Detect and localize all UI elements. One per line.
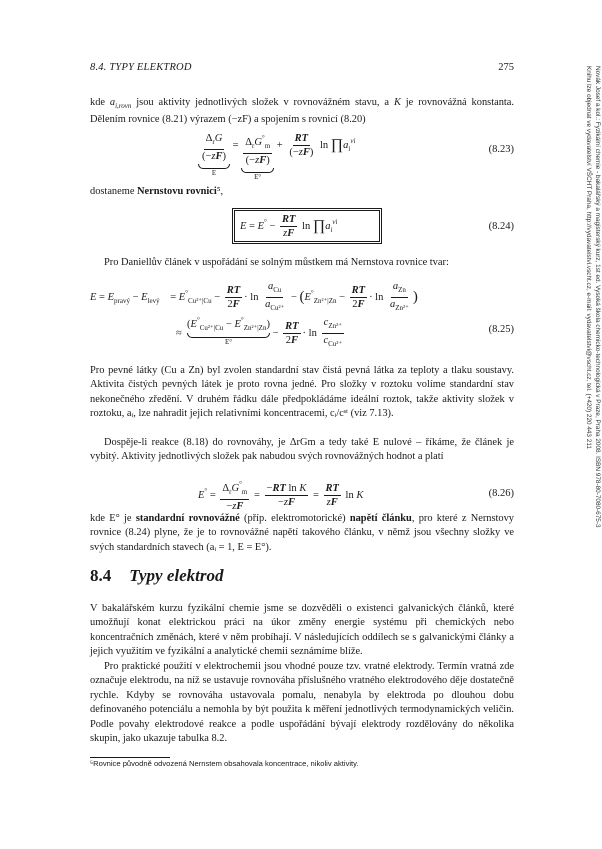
header-section: 8.4. TYPY ELEKTROD xyxy=(90,62,192,73)
paragraph-2: dostaneme Nernstovu rovnici⁵, xyxy=(90,186,224,197)
sidebar-line-1: Novák Josef a kol.: Fyzikální chemie - bakalářský a magisterský kurz, 1st ed. Vysoká škola chemicko-technologická v Praze, Praha 2008. ISBN 978-80-7080-675-3 xyxy=(594,66,601,528)
paragraph-8: Pro praktické použití v elektrochemii jsou vhodné pouze tzv. vratné elektrody. Termín vratná zde označuje elektrodu, na níž se ustavuje rovnováha příslušného vratného elektrodového děje dostatečně rychle. Kdyby se rovnováha ustavovala pomalu, nenabyla by elektroda po dlouhou dobu definovaného potenciálu a nemohla by být použita k měření jednotlivých termodynamických veličin. Podle povahy elektrodové reakce a podle uspořádání bývají elektrody rozdělovány do několika skupin, jako ukazuje tabulka 8.2. xyxy=(90,661,514,745)
equation-8-23: $\frac{\Delta_rG}{(-zF)}$ E = $\frac{\Delta_rG^\circ_m}{(-zF)}$ E° + $\frac{RT}{(-zF)}$ $\ln \prod a_i^{\nu i}$ (8.23) xyxy=(90,132,514,178)
footnote: ⁵Rovnice původně odvozená Nernstem obsahovala koncentrace, nikoliv aktivity. xyxy=(90,759,359,768)
section-heading: 8.4 Typy elektrod xyxy=(90,566,224,585)
equation-8-25: $E = E_{pravý} - E_{levý} = E^\circ_{Cu^{2+}|Cu}$ − $\frac{RT}{2F}$ · ln $\frac{a_{Cu}}{a_{Cu^{2+}}}$ − ($E^\circ_{Zn^{2+}|Zn}$ − $\frac{RT}{2F}$ · ln $\frac{a_{Zn}}{a_{Zn^{2+}}}$ ) ≈ $(E^\circ_{Cu^{2+}|Cu} - E^\circ_{Zn^{2+}|Zn})$ E° − $\frac{RT}{2F}$ · ln $\frac{c_{Zn^{2+}}}{c_{Cu^{2+}}}$ (8.25) xyxy=(90,281,514,348)
paragraph-6: kde E° je standardní rovnovážné (příp. elektromotorické) napětí článku, pro které z Nernstovy rovnice (8.24) plyne, že je to rovnovážné napětí takového článku, v němž jsou všechny složky ve svých standardních stavech (aᵢ = 1, E = E°). xyxy=(90,513,514,553)
footnote-rule xyxy=(90,757,170,758)
paragraph-3: Pro Daniellův článek v uspořádání se solným můstkem má Nernstova rovnice tvar: xyxy=(104,257,449,268)
paragraph-4: Pro pevné látky (Cu a Zn) byl zvolen standardní stav čistá pevná látka za teploty a tlaku soustavy. Aktivita čistých pevných látek je proto rovna jedné. Pro složky v roztoku volíme standardní stav nekonečného zředění. V druhém řádku dále předpokládáme ideální roztok, takže aktivity složek v roztoku, aᵢ, lze nahradit jejich relativními koncentracemi, cᵢ/cˢᵗ (viz 7.13). xyxy=(90,365,514,420)
paragraph-1: kde $a_{i,rovn}$ jsou aktivity jednotlivých složek v rovnovážném stavu, a K je rovnovážná konstanta. Dělením rovnice (8.21) výrazem (−zF) a spojením s rovnicí (8.20) xyxy=(90,97,514,126)
running-header xyxy=(90,62,514,73)
paragraph-7: V bakalářském kurzu fyzikální chemie jsme se dozvěděli o existenci galvanických článků, které umožňují konat elektrickou práci na úkor změny energie systému při chemických nebo koncentračních změnách, které v něm probíhají. V následujících oddílech se s galvanickými články a jejich využitím ve fyzikální a analytické chemii seznámíme blíže. xyxy=(90,603,514,658)
page-number: 275 xyxy=(498,62,514,73)
paragraph-5: Dospěje-li reakce (8.18) do rovnováhy, je ΔrGm a tedy také E nulové – říkáme, že článek je vybitý. Aktivity jednotlivých složek pak nabudou svých rovnovážných hodnot a platí xyxy=(90,437,514,463)
sidebar-copyright xyxy=(574,66,602,626)
equation-8-24: E = E° − $\frac{RT}{zF}$ $\ln \prod a_i^{\nu i}$ (8.24) xyxy=(240,214,514,239)
equation-8-26: E° = $\frac{\Delta_rG^\circ_m}{-zF}$ = $\frac{\text{−RT ln K}}{-zF}$ = $\frac{RT}{zF}$ ln K (8.26) xyxy=(198,480,514,512)
sidebar-line-2: Knihu lze objednat ve vydavatelství VŠCHT Praha, http://vydavatelstvi.vscht.cz, e-mail: vydavatelstvi@vscht.cz, tel. (+420) 220 443 211 xyxy=(585,66,592,449)
